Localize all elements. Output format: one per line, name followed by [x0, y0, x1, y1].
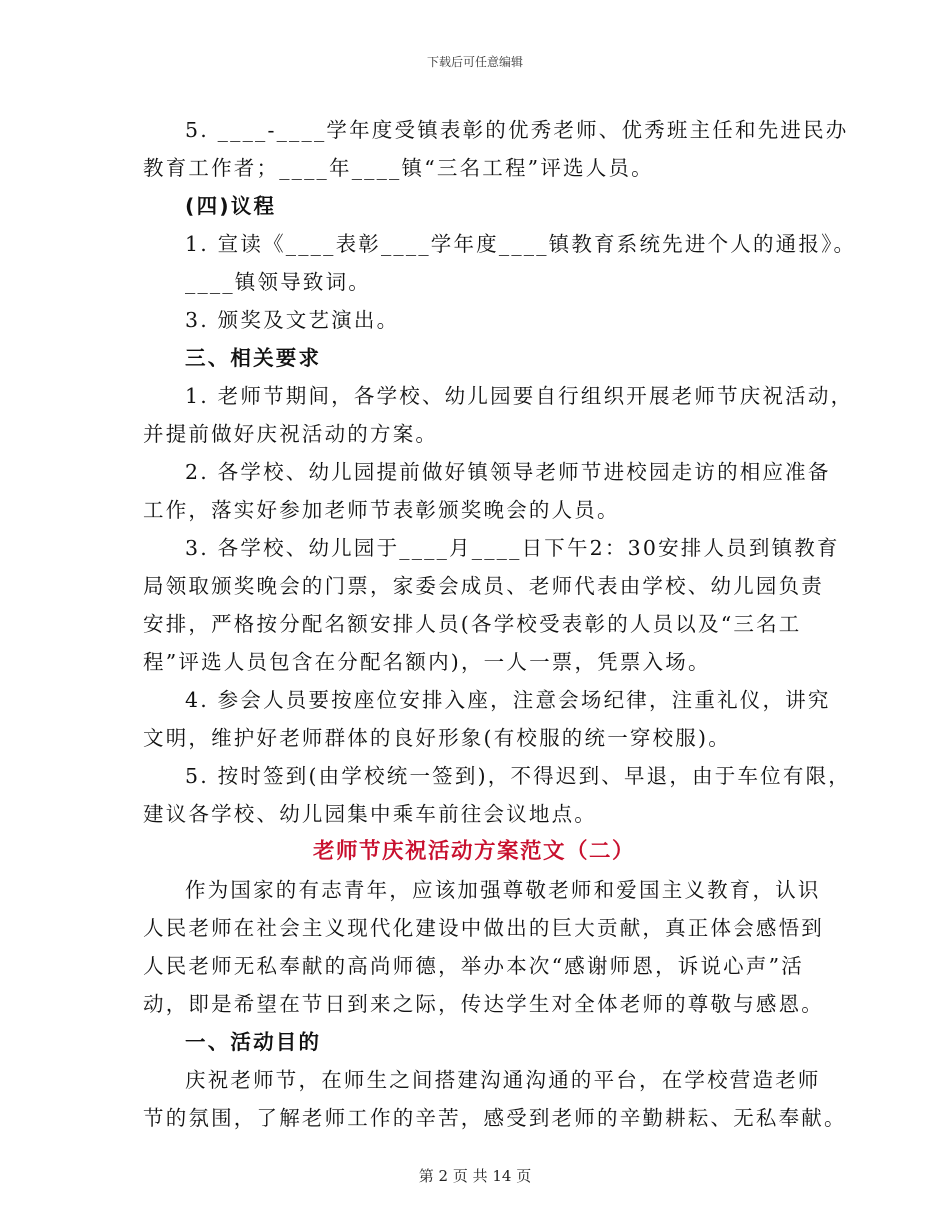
paragraph-line: 局领取颁奖晚会的门票，家委会成员、老师代表由学校、幼儿园负责 — [143, 574, 824, 598]
article-title: 老师节庆祝活动方案范文（二） — [312, 839, 635, 864]
paragraph-line: 4. 参会人员要按座位安排入座，注意会场纪律，注重礼仪，讲究 — [185, 688, 831, 712]
section-heading: (四)议程 — [185, 194, 277, 218]
paragraph-line: 人民老师在社会主义现代化建设中做出的巨大贡献，真正体会感悟到 — [143, 916, 824, 940]
section-heading: 一、活动目的 — [185, 1030, 322, 1054]
paragraph-line: 作为国家的有志青年，应该加强尊敬老师和爱国主义教育，认识 — [185, 878, 821, 902]
paragraph-line: 人民老师无私奉献的高尚师德，举办本次“感谢师恩，诉说心声”活 — [143, 954, 804, 978]
paragraph-line: 安排，严格按分配名额安排人员(各学校受表彰的人员以及“三名工 — [143, 612, 802, 636]
paragraph-line: 工作，落实好参加老师节表彰颁奖晚会的人员。 — [143, 498, 620, 522]
paragraph-line: 动，即是希望在节日到来之际，传达学生对全体老师的尊敬与感恩。 — [143, 992, 824, 1016]
paragraph-line: ____镇领导致词。 — [185, 270, 371, 294]
paragraph-line: 3. 颁奖及文艺演出。 — [185, 308, 400, 332]
paragraph-line: 建议各学校、幼儿园集中乘车前往会议地点。 — [143, 802, 597, 826]
page-number-footer: 第 2 页 共 14 页 — [418, 1167, 532, 1185]
paragraph-line: 文明，维护好老师群体的良好形象(有校服的统一穿校服)。 — [143, 726, 731, 750]
paragraph-line: 教育工作者；____年____镇“三名工程”评选人员。 — [143, 156, 654, 180]
paragraph-line: 节的氛围，了解老师工作的辛苦，感受到老师的辛勤耕耘、无私奉献。 — [143, 1106, 847, 1130]
paragraph-line: 5. 按时签到(由学校统一签到)，不得迟到、早退，由于车位有限， — [185, 764, 851, 788]
section-heading: 三、相关要求 — [185, 346, 322, 370]
paragraph-line: 1. 宣读《____表彰____学年度____镇教育系统先进个人的通报》。 — [185, 232, 857, 256]
paragraph-line: 3. 各学校、幼儿园于____月____日下午2：30安排人员到镇教育 — [185, 536, 840, 560]
paragraph-line: 1. 老师节期间，各学校、幼儿园要自行组织开展老师节庆祝活动， — [185, 384, 854, 408]
paragraph-line: 5. ____-____学年度受镇表彰的优秀老师、优秀班主任和先进民办 — [185, 118, 849, 142]
paragraph-line: 并提前做好庆祝活动的方案。 — [143, 422, 439, 446]
paragraph-line: 程”评选人员包含在分配名额内)，一人一票，凭票入场。 — [143, 650, 711, 674]
page-header-note: 下载后可任意编辑 — [426, 55, 523, 69]
paragraph-line: 2. 各学校、幼儿园提前做好镇领导老师节进校园走访的相应准备 — [185, 460, 831, 484]
paragraph-line: 庆祝老师节，在师生之间搭建沟通沟通的平台，在学校营造老师 — [185, 1068, 821, 1092]
